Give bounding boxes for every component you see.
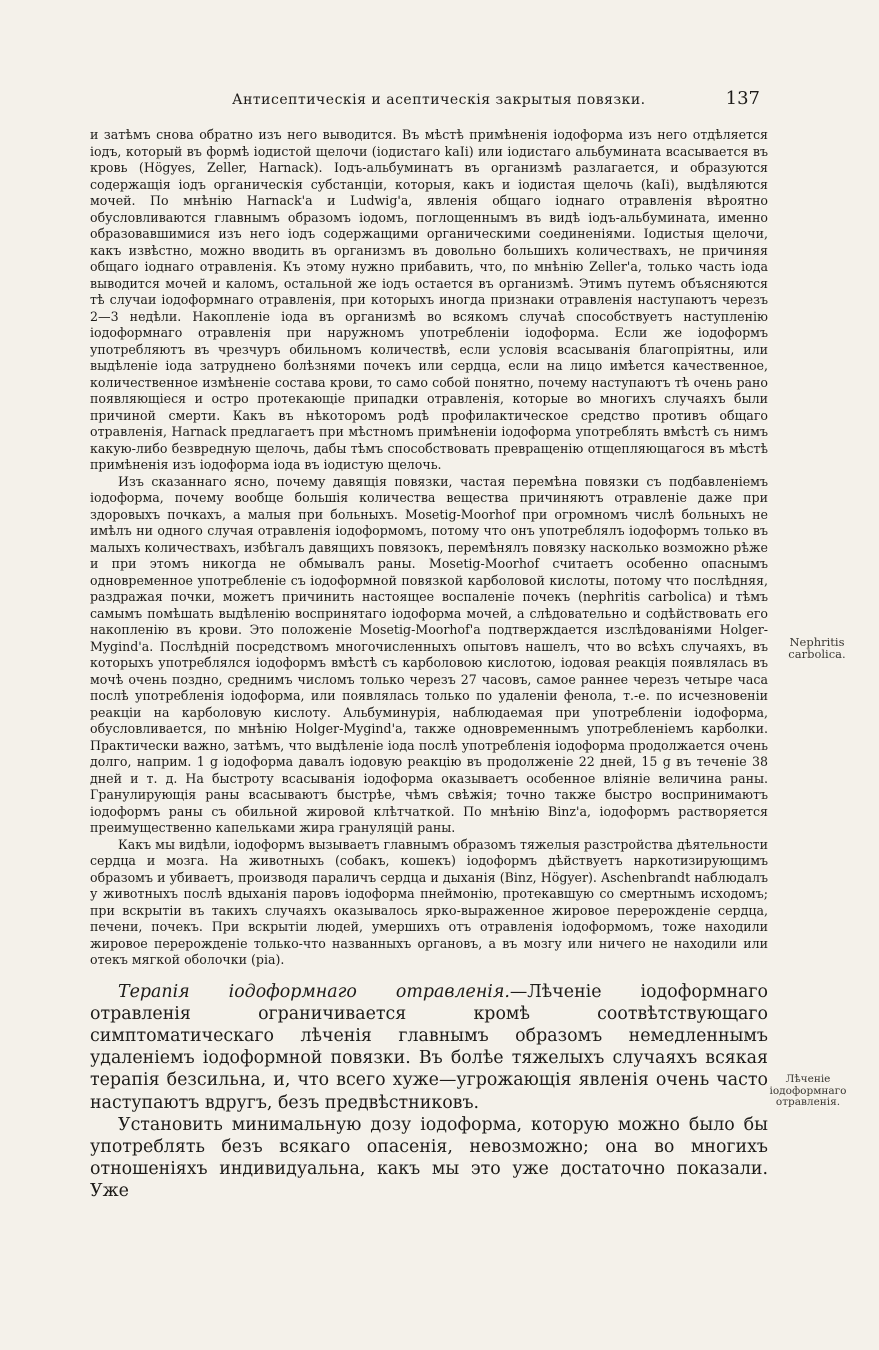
therapy-text: —Лѣченіе іодоформнаго отравленія ограничивается кромѣ соотвѣтствующаго симптоматическаго лѣченія главнымъ образомъ немедленнымъ удаленіемъ іодоформной повязки. Въ болѣе тяжелыхъ случаяхъ всякая терапія безсильна, и, что всего хуже—угрожающія явленія очень часто наступаютъ вдругъ, безъ предвѣстниковъ. <box>90 981 768 1113</box>
paragraph-therapy <box>90 981 768 1114</box>
page-header <box>90 90 770 114</box>
page-body <box>90 127 768 1203</box>
margin-note-nephritis: Nephritis carbolica. <box>788 635 846 661</box>
margin-note-therapy: Лѣченіе іодоформнаго отравленія. <box>769 1073 847 1108</box>
page-number: 137 <box>725 88 760 109</box>
paragraph-pressure-dressings: Изъ сказаннаго ясно, почему давящія повязки, частая перемѣна повязки съ подбавленіемъ іодоформа, почему вообще большія количества вещества причиняютъ отравленіе даже при здоровыхъ почкахъ, а малыя при больныхъ. Mosetig-Moorhof при огромномъ числѣ больныхъ не имѣлъ ни одного случая отравленія іодоформомъ, потому что онъ употреблялъ іодоформъ только въ малыхъ количествахъ, избѣгалъ давящихъ повязокъ, перемѣнялъ повязку насколько возможно рѣже и при этомъ никогда не обмывалъ раны. Mosetig-Moorhof считаетъ особенно опаснымъ одновременное употребленіе съ іодоформной повязкой карболовой кислоты, потому что послѣдняя, раздражая почки, можетъ причинить настоящее воспаленіе почекъ (nephritis carbolica) и тѣмъ самымъ помѣшать выдѣленію воспринятаго іодоформа мочей, а слѣдовательно и содѣйствовать его накопленію въ крови. Это положеніе Mosetig-Moorhof'а подтверждается изслѣдованіями Holger-Mygind'а. Послѣдній посредствомъ многочисленныхъ опытовъ нашелъ, что во всѣхъ случаяхъ, въ которыхъ употреблялся іодоформъ вмѣстѣ съ карболовою кислотою, іодовая реакція появлялась въ мочѣ очень поздно, среднимъ числомъ только черезъ 27 часовъ, самое раннее черезъ четыре часа послѣ употребленія іодоформа, или появлялась только по удаленіи фенола, т.-е. по исчезновеніи реакціи на карболовую кислоту. Альбуминурія, наблюдаемая при употребленіи іодоформа, обусловливается, по мнѣнію Holger-Mygind'а, также одновременнымъ употребленіемъ карболки. Практически важно, затѣмъ, что выдѣленіе іода послѣ употребленія іодоформа продолжается очень долго, наприм. 1 g іодоформа давалъ іодовую реакцію въ продолженіе 22 дней, 15 g въ теченіе 38 дней и т. д. На быстроту всасыванія іодоформа оказываетъ особенное вліяніе величина раны. Гранулирующія раны всасываютъ быстрѣе, чѣмъ свѣжія; точно также быстро воспринимаютъ іодоформъ раны съ обильной жировой клѣтчаткой. По мнѣнію Binz'а, іодоформъ растворяется преимущественно капельками жира грануляцій раны. <box>90 473 768 835</box>
large-print-section <box>90 981 768 1203</box>
small-print-section <box>90 127 768 969</box>
paragraph-heart-brain: Какъ мы видѣли, іодоформъ вызываетъ главнымъ образомъ тяжелыя разстройства дѣятельности сердца и мозга. На животныхъ (собакъ, кошекъ) іодоформъ дѣйствуетъ наркотизирующимъ образомъ и убиваетъ, производя параличъ сердца и дыханія (Binz, Högyer). Aschenbrandt наблюдалъ у животныхъ послѣ вдыханія паровъ іодоформа пнеймонію, протекавшую со смертнымъ исходомъ; при вскрытіи въ такихъ случаяхъ оказывалось ярко-выраженное жировое перерожденіе сердца, печени, почекъ. При вскрытіи людей, умершихъ отъ отравленія іодоформомъ, тоже находили жировое перерожденіе только-что названныхъ органовъ, а въ мозгу или ничего не находили или отекъ мягкой оболочки (pia). <box>90 836 768 967</box>
paragraph-minimal-dose: Установить минимальную дозу іодоформа, которую можно было бы употреблять безъ всякаго опасенія, невозможно; она во многихъ отношеніяхъ индивидуальна, какъ мы это уже достаточно показали. Уже <box>90 1114 768 1202</box>
paragraph-iodine-absorption: и затѣмъ снова обратно изъ него выводится. Въ мѣстѣ примѣненія іодоформа изъ него отдѣляется іодъ, который въ формѣ іодистой щелочи (іодистаго kaIi) или іодистаго альбумината всасывается въ кровь (Högyes, Zeller, Harnack). Іодъ-альбуминатъ въ организмѣ разлагается, и образуются содержащія іодъ органическія субстанціи, которыя, какъ и іодистая щелочь (kaIi), выдѣляются мочей. По мнѣнію Harnack'а и Ludwig'а, явленія общаго іоднаго отравленія вѣроятно обусловливаются главнымъ образомъ іодомъ, поглощеннымъ въ видѣ іодъ-альбумината, именно образовавшимися изъ него іодъ содержащими органическими соединеніями. Іодистыя щелочи, какъ извѣстно, можно вводить въ организмъ въ довольно большихъ количествахъ, не причиняя общаго іоднаго отравленія. Къ этому нужно прибавить, что, по мнѣнію Zeller'а, только часть іода выводится мочей и каломъ, остальной же іодъ остается въ организмѣ. Этимъ путемъ объясняются тѣ случаи іодоформнаго отравленія, при которыхъ иногда признаки отравленія наступаютъ черезъ 2—3 недѣли. Накопленіе іода въ организмѣ во всякомъ случаѣ способствуетъ наступленію іодоформнаго отравленія при наружномъ употребленіи іодоформа. Если же іодоформъ употребляютъ въ чрезчуръ обильномъ количествѣ, если условія всасыванія благопріятны, или выдѣленіе іода затруднено болѣзнями почекъ или сердца, если на лицо имѣется качественное, количественное измѣненіе состава крови, то само собой понятно, почему наступаютъ тѣ очень рано появляющіеся и остро протекающіе припадки отравленія, которые во многихъ случаяхъ были причиной смерти. Какъ въ нѣкоторомъ родѣ профилактическое средство противъ общаго отравленія, Harnack предлагаетъ при мѣстномъ примѣненіи іодоформа употреблять вмѣстѣ съ нимъ какую-либо безвредную щелочь, дабы тѣмъ способствовать превращенію отщепляющагося въ мѣстѣ примѣненія изъ іодоформа іода въ іодистую щелочь. <box>90 127 768 472</box>
therapy-heading: Терапія іодоформнаго отравленія. <box>118 981 510 1002</box>
running-title: Антисептическія и асептическія закрытыя повязки. <box>232 92 646 108</box>
